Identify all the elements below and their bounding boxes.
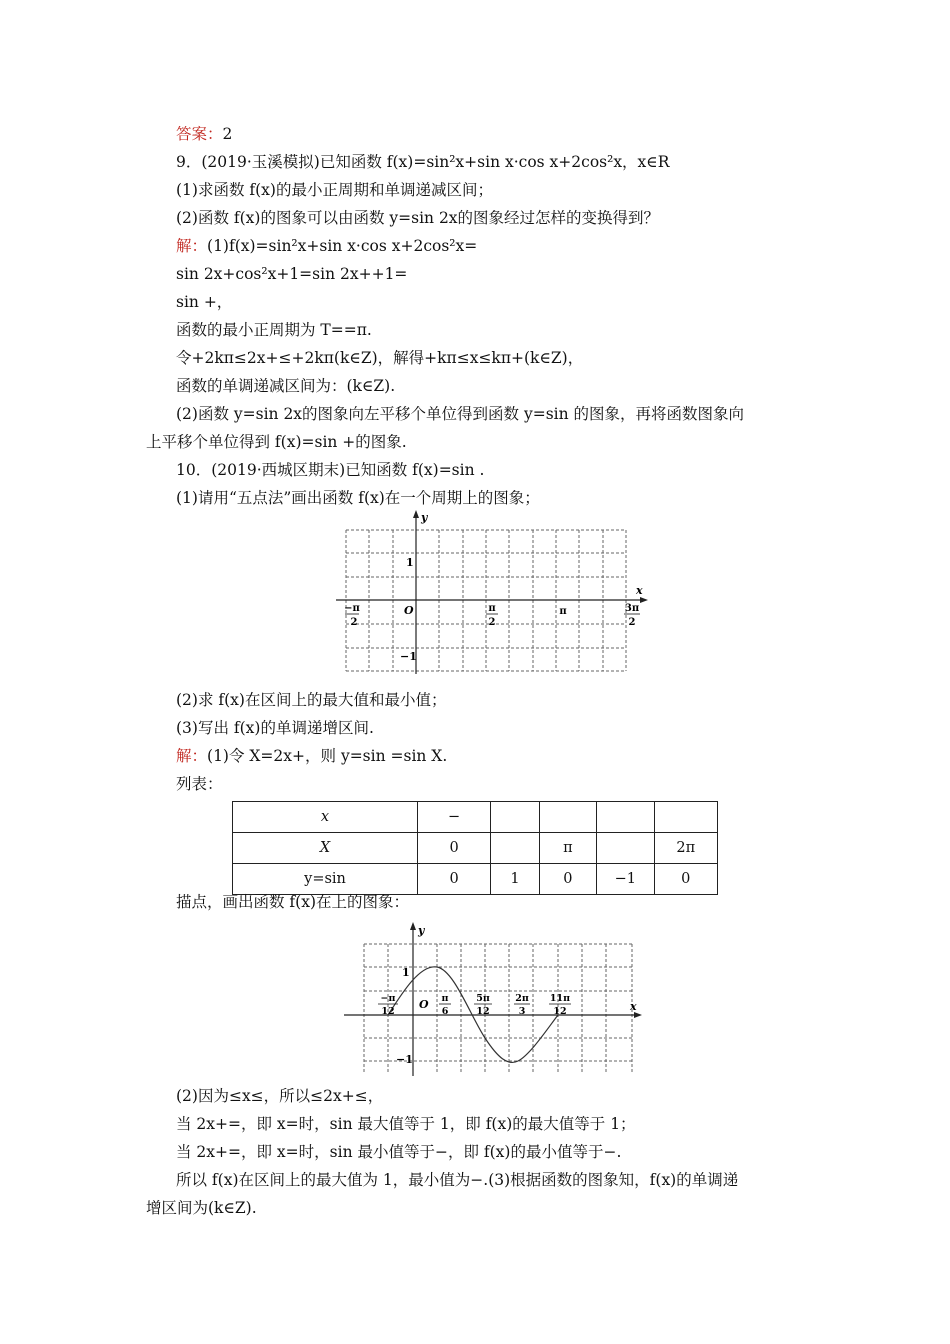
y-axis-arrow [410, 922, 416, 930]
tick-11pi-over-12 [549, 993, 571, 1017]
sol10-line5: 当 2x+=，即 x=时，sin 最大值等于 1，即 f(x)的最大值等于 1； [176, 1115, 636, 1133]
table-cell: x [233, 802, 418, 833]
tick-label-1: 1 [406, 556, 414, 569]
origin-label: O [404, 604, 414, 617]
table-cell: 0 [418, 833, 491, 864]
table-cell: 0 [418, 864, 491, 895]
x-axis-arrow [640, 597, 648, 603]
table-cell: 0 [539, 864, 596, 895]
sol10-line8: 增区间为(k∈Z). [146, 1199, 257, 1217]
table-cell [539, 802, 596, 833]
y-axis-label: y [421, 511, 428, 524]
table-cell [654, 802, 717, 833]
table-row [233, 864, 718, 895]
y-axis-label: y [418, 924, 425, 937]
frac-num: −π [380, 993, 396, 1004]
q9-title [176, 152, 669, 172]
table-cell [597, 802, 655, 833]
sol9-line3: sin +， [176, 293, 233, 311]
answer-value: 2 [222, 125, 233, 143]
sine-graph-figure [340, 918, 650, 1078]
x-axis-label: x [636, 584, 643, 597]
frac-den: 6 [441, 1006, 449, 1017]
sol9-line5: 令+2kπ≤2x+≤+2kπ(k∈Z)，解得+kπ≤x≤kπ+(k∈Z)， [176, 349, 584, 367]
frac-den: 3 [518, 1006, 526, 1017]
sol10-line7: 所以 f(x)在区间上的最大值为 1，最小值为−.(3)根据函数的图象知，f(x)的单调递 [176, 1171, 739, 1189]
table-row [233, 802, 718, 833]
sol10-line2: 列表： [176, 775, 223, 793]
q10-title: 10．(2019·西城区期末)已知函数 f(x)=sin . [176, 461, 485, 479]
frac-num: 2π [515, 993, 529, 1004]
sol9-label: 解： [176, 237, 208, 255]
sol9-text1: (1)f(x)=sin²x+sin x·cos x+2cos²x= [207, 237, 478, 255]
q9-head: 9．(2019·玉溪模拟)已知函数 [176, 153, 387, 171]
sol9-line1 [176, 236, 477, 256]
sol10-text1: (1)令 X=2x+，则 y=sin =sin X. [207, 747, 448, 765]
values-table [232, 801, 718, 895]
tick-label-neg1: −1 [396, 1053, 413, 1066]
frac-num: 11π [549, 993, 571, 1004]
frac-num: π [488, 603, 496, 614]
sol10-label: 解： [176, 747, 208, 765]
tick-label-neg1: −1 [400, 650, 417, 663]
sol9-line6: 函数的单调递减区间为：(k∈Z). [176, 377, 396, 395]
frac-den: 12 [381, 1006, 395, 1017]
sol9-line8: 上平移个单位得到 f(x)=sin +的图象. [146, 433, 407, 451]
frac-num: 5π [476, 993, 490, 1004]
q9-part1: (1)求函数 f(x)的最小正周期和单调递减区间； [176, 181, 493, 199]
table-cell: X [233, 833, 418, 864]
sol9-line7: (2)函数 y=sin 2x的图象向左平移个单位得到函数 y=sin 的图象，再将函数图象向 [176, 405, 745, 423]
table-cell [597, 833, 655, 864]
frac-den: 2 [350, 617, 358, 628]
origin-label: O [419, 998, 429, 1011]
answer-line [176, 124, 232, 144]
table-cell [491, 802, 539, 833]
x-axis-label: x [630, 1000, 637, 1013]
q9-function: f(x)=sin²x+sin x·cos x+2cos²x，x∈R [386, 153, 670, 171]
table-cell: 1 [491, 864, 539, 895]
answer-label: 答案： [176, 125, 223, 143]
frac-den: 12 [476, 1006, 490, 1017]
y-axis-arrow [413, 510, 419, 518]
tick-pi-over-6 [439, 993, 451, 1017]
tick-label-1: 1 [402, 966, 410, 979]
blank-grid-figure [330, 508, 656, 674]
table-cell: π [539, 833, 596, 864]
sol10-line4: (2)因为≤x≤，所以≤2x+≤， [176, 1087, 384, 1105]
tick-2pi-over-3 [514, 993, 530, 1017]
q10-part3: (3)写出 f(x)的单调递增区间. [176, 719, 374, 737]
frac-num: −π [344, 603, 360, 614]
frac-den: 2 [488, 617, 496, 628]
sol10-line3: 描点，画出函数 f(x)在上的图象： [176, 893, 410, 911]
table-cell: 2π [654, 833, 717, 864]
q10-part2: (2)求 f(x)在区间上的最大值和最小值； [176, 691, 447, 709]
sol10-line6: 当 2x+=，即 x=时，sin 最小值等于−，即 f(x)的最小值等于−. [176, 1143, 622, 1161]
sol9-line2: sin 2x+cos²x+1=sin 2x++1= [176, 265, 408, 283]
table-cell: − [418, 802, 491, 833]
table-cell: 0 [654, 864, 717, 895]
frac-num: 3π [624, 603, 640, 614]
frac-den: 2 [628, 617, 636, 628]
q9-part2: (2)函数 f(x)的图象可以由函数 y=sin 2x的图象经过怎样的变换得到？ [176, 209, 660, 227]
frac-den: 12 [553, 1006, 567, 1017]
sol9-line4: 函数的最小正周期为 T==π. [176, 321, 372, 339]
sol10-line1 [176, 746, 447, 766]
frac-num: π [441, 993, 449, 1004]
table-cell: y=sin [233, 864, 418, 895]
table-row [233, 833, 718, 864]
table-cell: −1 [597, 864, 655, 895]
tick-pi: π [559, 606, 567, 617]
table-cell [491, 833, 539, 864]
q10-part1: (1)请用“五点法”画出函数 f(x)在一个周期上的图象； [176, 489, 540, 507]
tick-5pi-over-12 [474, 993, 492, 1017]
